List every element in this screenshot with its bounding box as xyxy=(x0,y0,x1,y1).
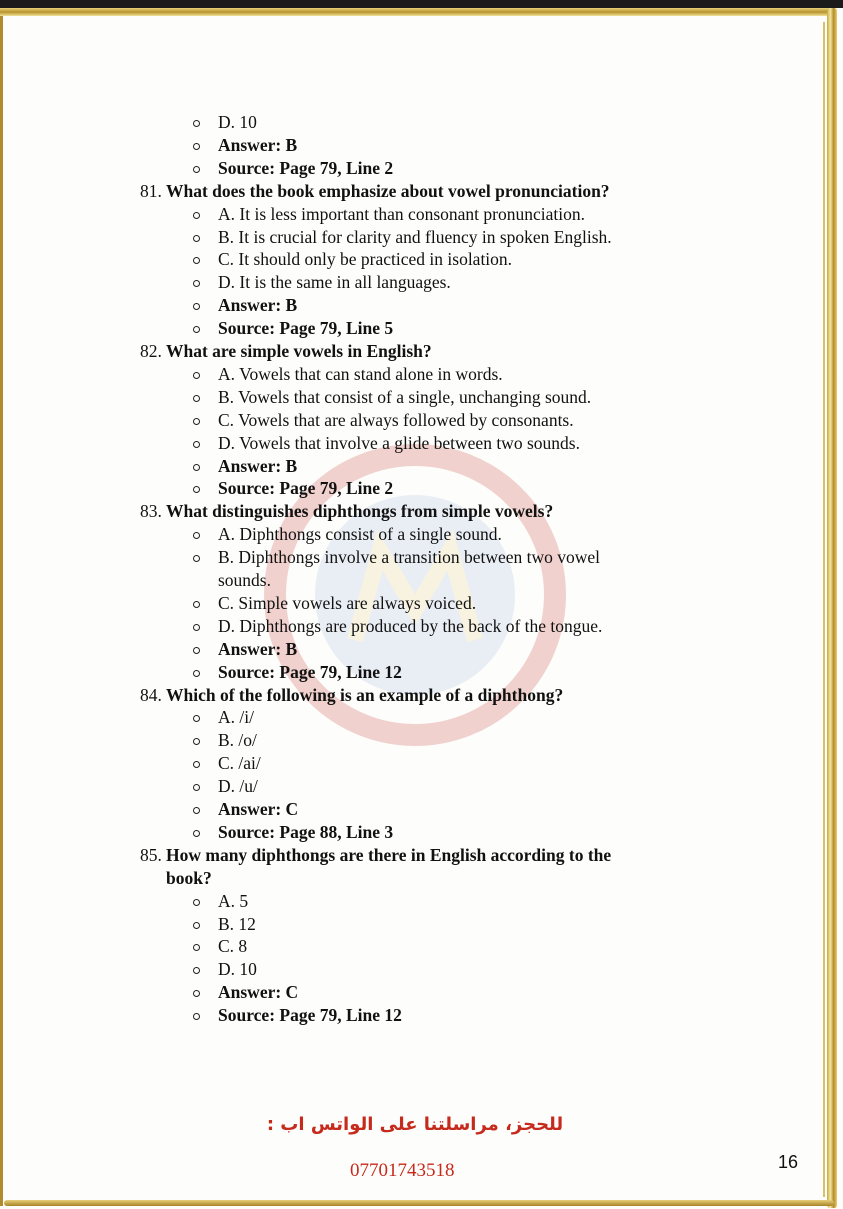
bullet-circle-icon xyxy=(193,486,200,493)
question-row-continued xyxy=(0,867,843,889)
question-text: What does the book emphasize about vowel pronunciation? xyxy=(166,180,610,201)
option-text: D. 10 xyxy=(218,959,257,980)
bullet-circle-icon xyxy=(193,922,200,929)
gold-frame-top xyxy=(0,8,835,16)
answer-info-item xyxy=(0,661,843,683)
answer-text: Answer: C xyxy=(218,982,299,1003)
option-item xyxy=(0,271,843,293)
option-continued xyxy=(0,569,843,591)
bullet-circle-icon xyxy=(193,143,200,150)
question-text: Which of the following is an example of a diphthong? xyxy=(166,684,564,705)
question-number: 85. xyxy=(140,844,162,865)
option-text: B. It is crucial for clarity and fluency in spoken English. xyxy=(218,226,612,247)
bullet-circle-icon xyxy=(193,715,200,722)
answer-text: Answer: B xyxy=(218,638,298,659)
option-item xyxy=(0,935,843,957)
bullet-circle-icon xyxy=(193,280,200,287)
answer-text: Source: Page 79, Line 12 xyxy=(218,661,402,682)
answer-text: Source: Page 88, Line 3 xyxy=(218,821,394,842)
bullet-circle-icon xyxy=(193,647,200,654)
option-item xyxy=(0,615,843,637)
answer-info-item xyxy=(0,455,843,477)
option-item xyxy=(0,409,843,431)
bullet-circle-icon xyxy=(193,830,200,837)
option-text: B. Vowels that consist of a single, unchanging sound. xyxy=(218,386,592,407)
question-row xyxy=(0,844,843,866)
question-row xyxy=(0,180,843,202)
bullet-circle-icon xyxy=(193,326,200,333)
bullet-circle-icon xyxy=(193,990,200,997)
bullet-circle-icon xyxy=(193,257,200,264)
answer-text: Source: Page 79, Line 5 xyxy=(218,318,394,339)
option-text: C. Simple vowels are always voiced. xyxy=(218,592,477,613)
option-item xyxy=(0,226,843,248)
phone-number: 07701743518 xyxy=(350,1160,455,1181)
option-text: D. Diphthongs are produced by the back of the tongue. xyxy=(218,615,603,636)
bullet-circle-icon xyxy=(193,464,200,471)
bullet-circle-icon xyxy=(193,235,200,242)
answer-text: Source: Page 79, Line 2 xyxy=(218,157,394,178)
question-text: What are simple vowels in English? xyxy=(166,341,432,361)
option-item xyxy=(0,592,843,614)
bullet-circle-icon xyxy=(193,624,200,631)
option-item xyxy=(0,363,843,385)
bullet-circle-icon xyxy=(193,670,200,677)
answer-info-item xyxy=(0,134,843,156)
question-number: 83. xyxy=(140,501,162,522)
option-text: D. /u/ xyxy=(218,776,258,797)
bullet-circle-icon xyxy=(193,899,200,906)
option-item xyxy=(0,386,843,408)
bullet-circle-icon xyxy=(193,395,200,402)
bullet-circle-icon xyxy=(193,120,200,127)
answer-text: Answer: B xyxy=(218,134,298,155)
bullet-circle-icon xyxy=(193,372,200,379)
bullet-circle-icon xyxy=(193,303,200,310)
top-border xyxy=(0,0,843,8)
question-number: 81. xyxy=(140,180,162,201)
answer-info-item xyxy=(0,317,843,339)
question-row xyxy=(0,684,843,706)
option-text: B. 12 xyxy=(218,913,256,934)
answer-info-item xyxy=(0,798,843,820)
bullet-circle-icon xyxy=(193,555,200,562)
answer-info-item xyxy=(0,1004,843,1026)
bullet-circle-icon xyxy=(193,967,200,974)
option-text: D. It is the same in all languages. xyxy=(218,272,451,293)
option-text: A. /i/ xyxy=(218,707,254,728)
answer-info-item xyxy=(0,821,843,843)
option-item xyxy=(0,775,843,797)
option-item xyxy=(0,890,843,912)
option-item xyxy=(0,706,843,728)
option-text: B. /o/ xyxy=(218,730,257,751)
answer-info-item xyxy=(0,477,843,499)
option-text: C. Vowels that are always followed by consonants. xyxy=(218,409,574,430)
question-text: How many diphthongs are there in English according to the xyxy=(166,844,612,865)
option-item xyxy=(0,729,843,751)
question-number: 82. xyxy=(140,341,162,361)
answer-text: Source: Page 79, Line 12 xyxy=(218,1005,402,1026)
option-item xyxy=(0,752,843,774)
answer-text: Answer: B xyxy=(218,455,298,476)
option-text: A. Diphthongs consist of a single sound. xyxy=(218,524,502,545)
option-item xyxy=(0,523,843,545)
option-text: A. Vowels that can stand alone in words. xyxy=(218,363,503,384)
option-text: C. /ai/ xyxy=(218,753,261,774)
bullet-circle-icon xyxy=(193,1013,200,1020)
option-text: C. It should only be practiced in isolation. xyxy=(218,249,513,270)
answer-text: Answer: C xyxy=(218,799,299,819)
answer-info-item xyxy=(0,157,843,179)
bullet-circle-icon xyxy=(193,761,200,768)
bullet-circle-icon xyxy=(193,441,200,448)
bullet-circle-icon xyxy=(193,418,200,425)
bullet-circle-icon xyxy=(193,532,200,539)
booking-contact-text: للحجز، مراسلتنا على الواتس اب : xyxy=(266,1114,564,1135)
bullet-circle-icon xyxy=(193,601,200,608)
option-item xyxy=(0,203,843,225)
option-text: D. 10 xyxy=(218,112,257,132)
bullet-circle-icon xyxy=(193,738,200,745)
bullet-circle-icon xyxy=(193,212,200,219)
bullet-circle-icon xyxy=(193,784,200,791)
bullet-circle-icon xyxy=(193,944,200,951)
option-item xyxy=(0,111,843,133)
question-text: book? xyxy=(166,867,212,888)
answer-info-item xyxy=(0,981,843,1003)
question-row xyxy=(0,500,843,522)
option-item xyxy=(0,248,843,270)
option-text: B. Diphthongs involve a transition between two vowel xyxy=(218,547,601,568)
question-text: What distinguishes diphthongs from simple vowels? xyxy=(166,501,554,522)
option-text: C. 8 xyxy=(218,936,248,957)
option-text: sounds. xyxy=(218,570,271,590)
answer-text: Answer: B xyxy=(218,295,298,316)
option-text: A. It is less important than consonant pronunciation. xyxy=(218,203,585,224)
question-number: 84. xyxy=(140,684,162,705)
option-text: D. Vowels that involve a glide between two sounds. xyxy=(218,432,580,453)
answer-text: Source: Page 79, Line 2 xyxy=(218,478,394,499)
answer-info-item xyxy=(0,294,843,316)
page-number: 16 xyxy=(778,1152,799,1172)
option-text: A. 5 xyxy=(218,890,249,911)
gold-frame-bottom xyxy=(4,1200,834,1206)
option-item xyxy=(0,958,843,980)
option-item xyxy=(0,432,843,454)
option-item xyxy=(0,913,843,935)
answer-info-item xyxy=(0,638,843,660)
option-item xyxy=(0,546,843,568)
bullet-circle-icon xyxy=(193,166,200,173)
question-row xyxy=(0,340,843,362)
bullet-circle-icon xyxy=(193,807,200,814)
